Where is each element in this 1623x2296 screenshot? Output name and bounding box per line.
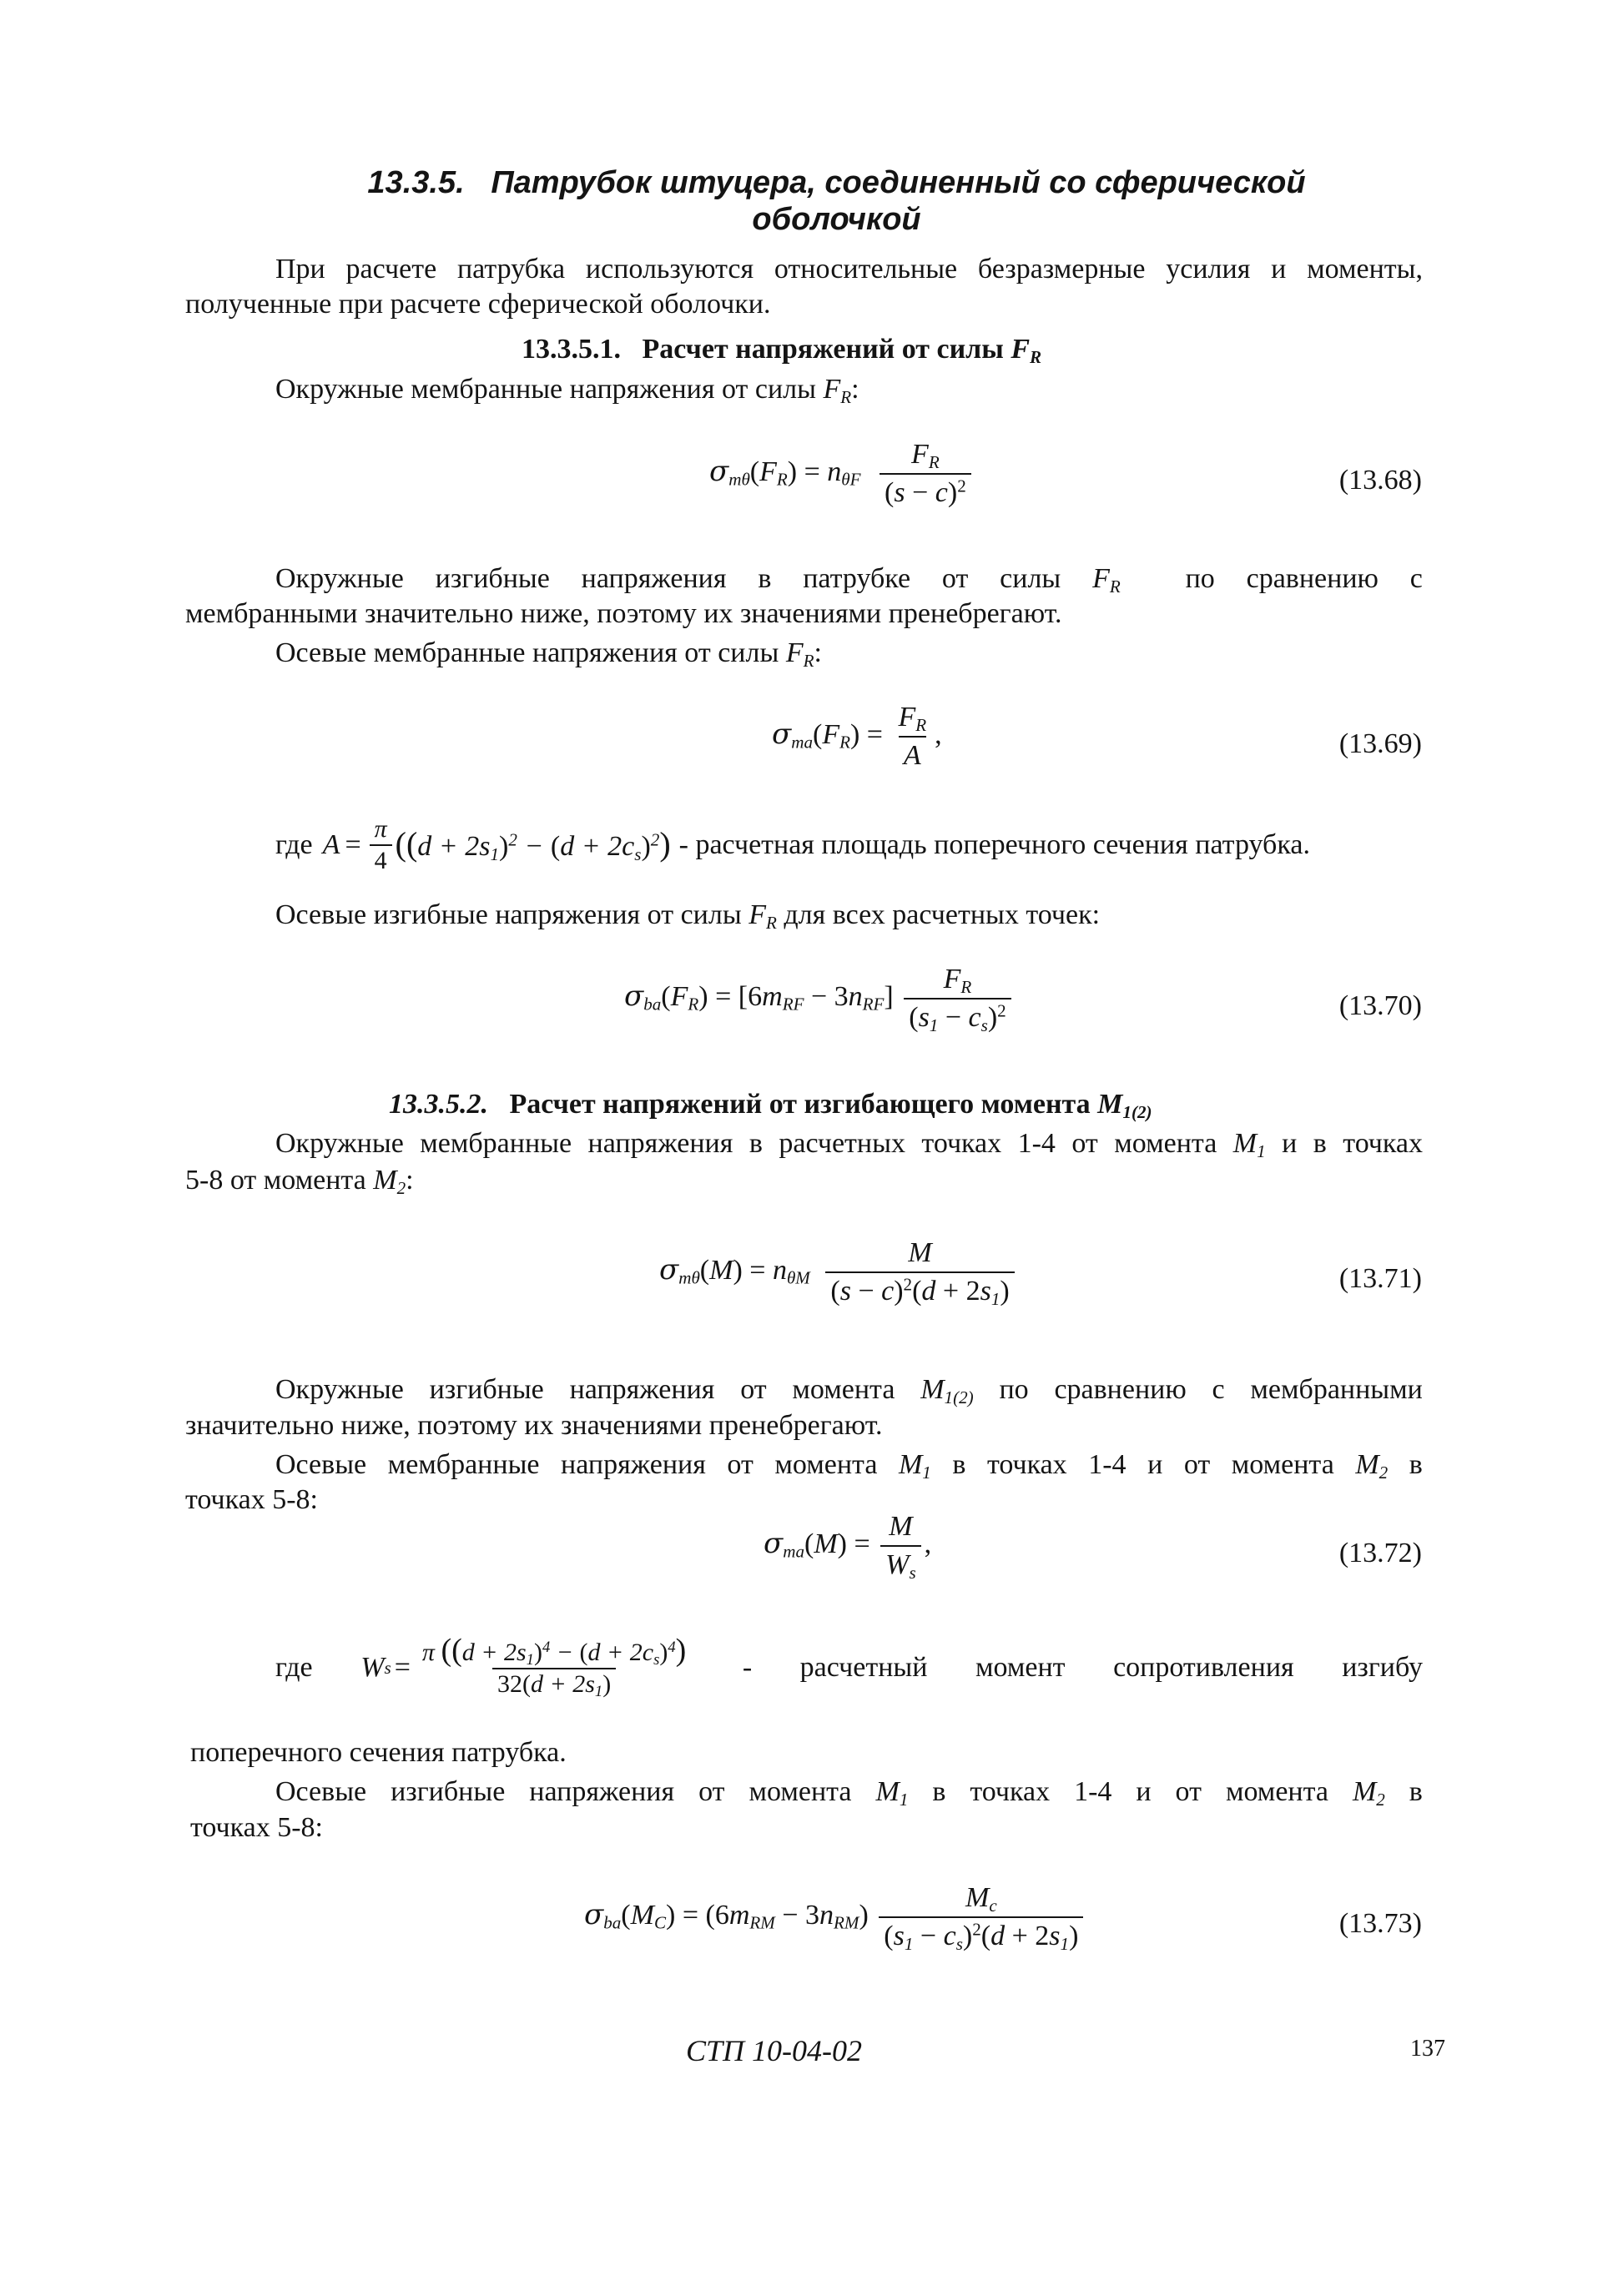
paragraph-axial-membrane-fr: Осевые мембранные напряжения от силы $F_R$: [275, 637, 822, 671]
paragraph-axial-bending-m-line2: точках 5-8: [190, 1812, 323, 1843]
section-heading [0, 164, 1623, 202]
paragraph-axial-membrane-m-line1: Осевые мембранные напряжения от момента $M_1$ в точках 1-4 и от момента $M_2$ в [275, 1449, 1423, 1483]
paragraph-axial-membrane-m-line2: точках 5-8: [185, 1484, 318, 1515]
equation-number-13-69: (13.69) [1338, 728, 1422, 759]
section-number: 13.3.5. [367, 165, 465, 200]
equation-number-13-72: (13.72) [1338, 1538, 1422, 1568]
paragraph-hoop-bending-m-line1: Окружные изгибные напряжения от момента $M_{1(2)}$ по сравнению с мембранными [275, 1374, 1423, 1407]
paragraph-hoop-bending-m-line2: значительно ниже, поэтому их значениями пренебрегают. [185, 1410, 883, 1441]
paragraph-hoop-membrane-fr: Окружные мембранные напряжения от силы $F_R$: [275, 374, 859, 407]
footer-page-number: 137 [1410, 2036, 1445, 2062]
equation-number-13-71: (13.71) [1338, 1263, 1422, 1294]
paragraph-hoop-membrane-m-line1: Окружные мембранные напряжения в расчетных точках 1-4 от момента $M_1$ и в точках [275, 1128, 1424, 1161]
paragraph-hoop-bending-line1: Окружные изгибные напряжения в патрубке от силы $F_R$ по сравнению с [275, 563, 1423, 597]
equation-13-70: $\sigma_{ba}(F_R) = [6m_{RF} - 3n_{RF}]$ $\frac{F_R}{(s_1 - c_s)^2}$ [624, 963, 1015, 1035]
equation-13-69: $\sigma_{ma}(F_R)$ = $\frac{F_R}{A}$ , [772, 702, 942, 771]
where-section-modulus-line: где W s = $\frac{\pi ((d + 2s_1)^4 - (d + 2c_s)^4)}{32(d + 2s_1)}$ - расчетный момент сопротивления изгибу [275, 1633, 1423, 1701]
where-section-modulus-line2: поперечного сечения патрубка. [190, 1737, 567, 1768]
equation-number-13-70: (13.70) [1338, 990, 1422, 1021]
equation-13-72: $\sigma_{ma}(M)$ = $\frac{M}{W_s}$ , [764, 1511, 932, 1583]
footer-doc-code: СТП 10-04-02 [686, 2034, 863, 2067]
subsection-symbol-1: F [1011, 334, 1030, 365]
equation-13-73: $\sigma_{ba}(M_C) = (6m_{RM} - 3n_{RM})$ $\frac{M_c}{(s_1 - c_s)^2(d + 2s_1)}$ [584, 1881, 1086, 1953]
intro-line1: При расчете патрубка используются относительные безразмерные усилия и моменты, [275, 254, 1423, 284]
paragraph-axial-bending-fr: Осевые изгибные напряжения от силы $F_R$ для всех расчетных точек: [275, 899, 1101, 933]
intro-line2: полученные при расчете сферической оболочки. [185, 289, 771, 320]
equation-13-68: $\sigma_{m\theta}(F_R) = n_{\theta F}$ $\frac{F_R}{(s - c)^2}$ [709, 438, 975, 510]
subsection-title-2: Расчет напряжений от изгибающего момента [509, 1089, 1091, 1120]
equation-13-71: $\sigma_{m\theta}(M) = n_{\theta M}$ $\frac{M}{(s - c)^2(d + 2s_1)}$ [659, 1236, 1018, 1308]
section-title-line1: Патрубок штуцера, соединенный со сферической [491, 165, 1306, 200]
subsection-heading-1: 13.3.5.1. Расчет напряжений от силы $F_R$ [522, 334, 1042, 367]
subsection-title-1: Расчет напряжений от силы [642, 334, 1004, 365]
paragraph-hoop-membrane-m-line2: 5-8 от момента $M_2$: [185, 1165, 414, 1198]
subsection-heading-2: 13.3.5.2. Расчет напряжений от изгибающего момента $M_{1(2)}$ [389, 1089, 1152, 1122]
paragraph-hoop-bending-line2: мембранными значительно ниже, поэтому их значениями пренебрегают. [185, 598, 1062, 629]
subsection-number-2: 13.3.5.2. [389, 1089, 488, 1120]
equation-number-13-73: (13.73) [1338, 1908, 1422, 1939]
paragraph-axial-bending-m-line1: Осевые изгибные напряжения от момента $M_1$ в точках 1-4 и от момента $M_2$ в [275, 1776, 1423, 1810]
subsection-number-1: 13.3.5.1. [522, 334, 621, 365]
section-title-line2: оболочкой [752, 202, 921, 237]
where-area-line: где A = $\frac{\pi}{4}$ $((d + 2s_1)^2 - (d + 2c_s)^2)$ - расчетная площадь поперечного сечения патрубка. [275, 815, 1310, 874]
equation-number-13-68: (13.68) [1338, 465, 1422, 496]
